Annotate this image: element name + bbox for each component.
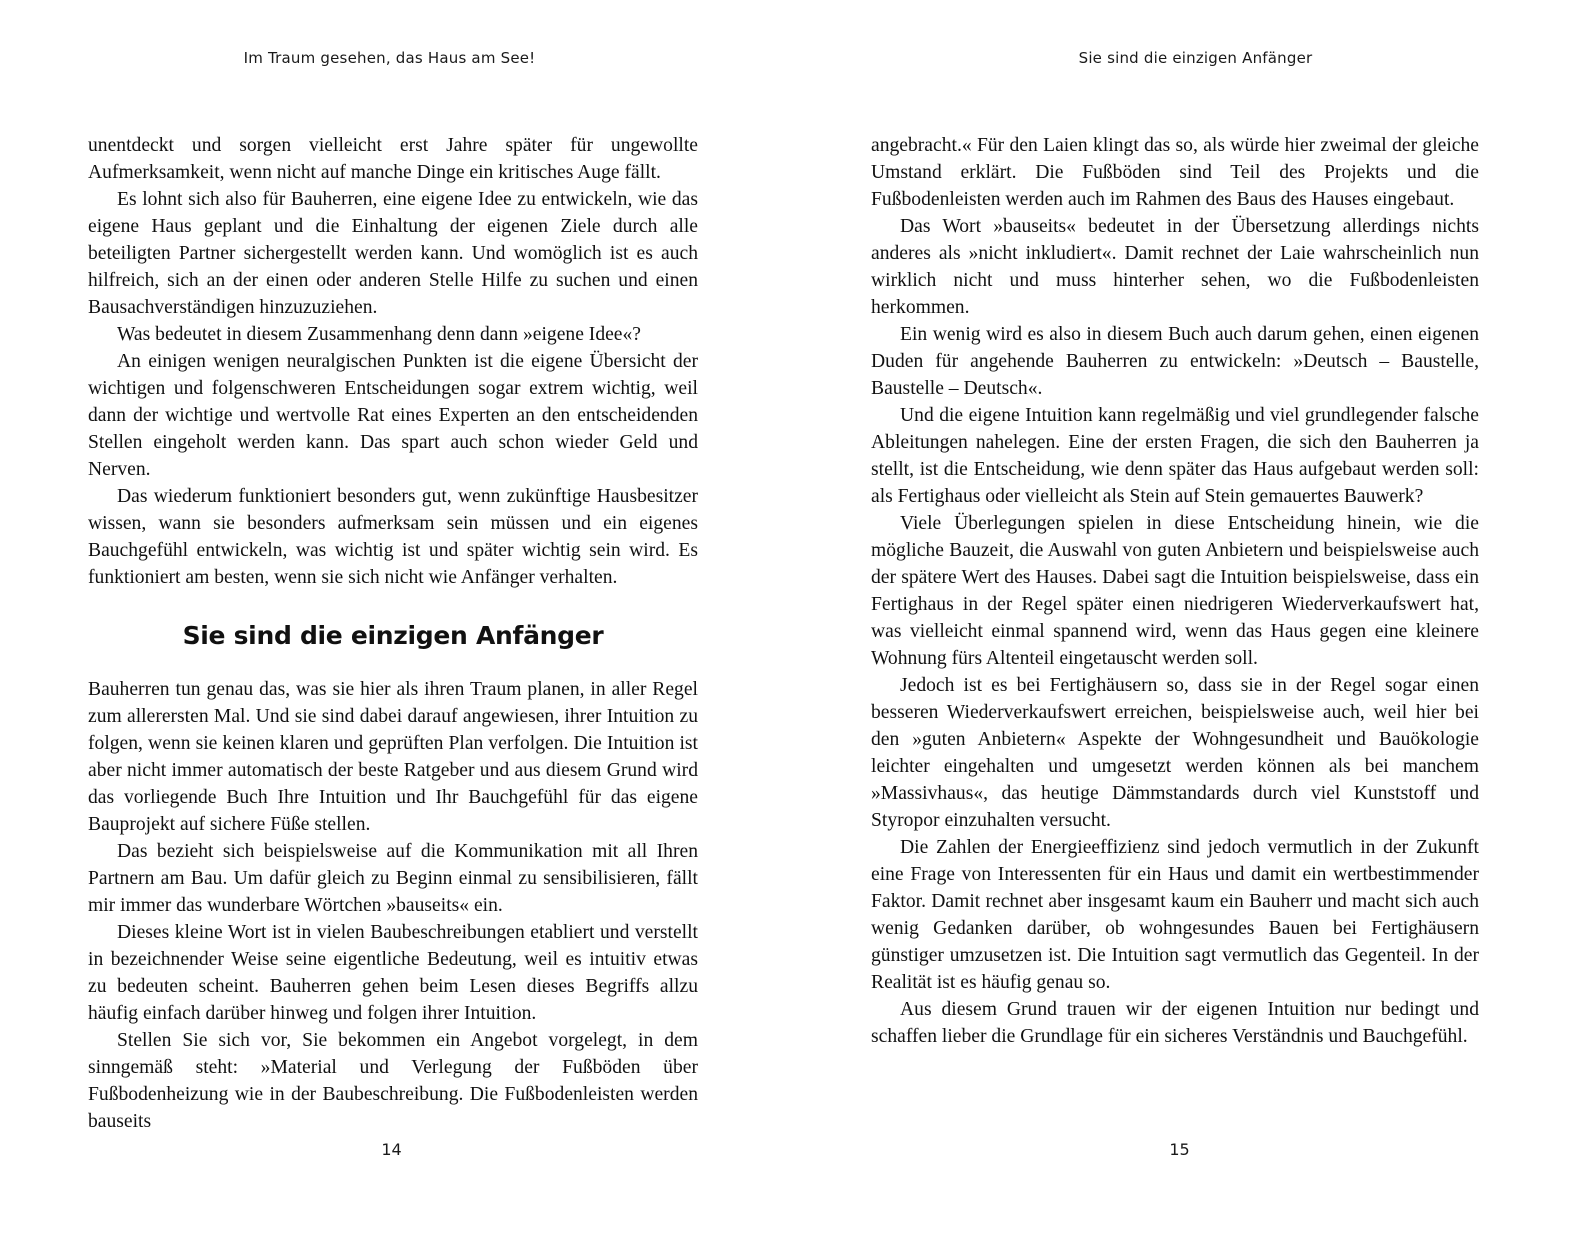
paragraph: unentdeckt und sorgen vielleicht erst Jahre später für ungewollte Aufmerksamkeit, wenn nicht auf manche Dinge ein kritisches Auge fällt.: [88, 135, 698, 183]
paragraph: An einigen wenigen neuralgischen Punkten ist die eigene Übersicht der wichtigen und folgenschweren Entscheidungen sogar extrem wichtig, weil dann der wichtige und wertvolle Rat eines Experten an den entscheidenden Stellen eingeholt werden kann. Das spart auch schon wieder Geld und Nerven.: [88, 351, 698, 480]
paragraph: Das bezieht sich beispielsweise auf die Kommunikation mit all Ihren Partnern am Bau. Um dafür gleich zu Beginn einmal zu sensibilisieren, fällt mir immer das wunderbare Wörtchen »bauseits« ein.: [88, 841, 698, 916]
body-text: [88, 132, 698, 1135]
paragraph: Bauherren tun genau das, was sie hier als ihren Traum planen, in aller Regel zum allerersten Mal. Und sie sind dabei darauf angewiesen, ihrer Intuition zu folgen, wenn sie keinen klaren und geprüften Plan verfolgen. Die Intuition ist aber nicht immer automatisch der beste Ratgeber und aus diesem Grund wird das vorliegende Buch Ihre Intuition und Ihr Bauchgefühl für das eigene Bauprojekt auf sichere Füße stellen.: [88, 679, 698, 835]
paragraph: Ein wenig wird es also in diesem Buch auch darum gehen, einen eigenen Duden für angehende Bauherren zu entwickeln: »Deutsch – Baustelle, Baustelle – Deutsch«.: [871, 324, 1479, 399]
paragraph: Und die eigene Intuition kann regelmäßig und viel grundlegender falsche Ableitungen nahelegen. Eine der ersten Fragen, die sich den Bauherren ja stellt, ist die Entscheidung, wie denn später das Haus aufgebaut werden soll: als Fertighaus oder vielleicht als Stein auf Stein gemauertes Bauwerk?: [871, 405, 1479, 507]
paragraph: Dieses kleine Wort ist in vielen Baubeschreibungen etabliert und verstellt in bezeichnender Weise seine eigentliche Bedeutung, weil es intuitiv etwas zu bedeuten scheint. Bauherren gehen beim Lesen dieses Begriffs allzu häufig einfach darüber hinweg und folgen ihrer Intuition.: [88, 922, 698, 1024]
paragraph: Stellen Sie sich vor, Sie bekommen ein Angebot vorgelegt, in dem sinngemäß steht: »Material und Verlegung der Fußböden über Fußbodenheizung wie in der Baubeschreibung. Die Fußbodenleisten werden bauseits: [88, 1030, 698, 1132]
page-number: 15: [1169, 1140, 1190, 1159]
paragraph: angebracht.« Für den Laien klingt das so, als würde hier zweimal der gleiche Umstand erklärt. Die Fußböden sind Teil des Projekts und die Fußbodenleisten werden auch im Rahmen des Baus des Hauses eingebaut.: [871, 135, 1479, 210]
section-heading: Sie sind die einzigen Anfänger: [182, 621, 604, 650]
paragraph: Das wiederum funktioniert besonders gut, wenn zukünftige Hausbesitzer wissen, wann sie besonders aufmerksam sein müssen und ein eigenes Bauchgefühl entwickeln, was wichtig ist und später wichtig sein wird. Es funktioniert am besten, wenn sie sich nicht wie Anfänger verhalten.: [88, 486, 698, 588]
body-text: [871, 132, 1479, 1050]
right-page: [797, 0, 1594, 1240]
paragraph: Aus diesem Grund trauen wir der eigenen Intuition nur bedingt und schaffen lieber die Grundlage für ein sicheres Verständnis und Bauchgefühl.: [871, 999, 1479, 1047]
paragraph: Viele Überlegungen spielen in diese Entscheidung hinein, wie die mögliche Bauzeit, die Auswahl von guten Anbietern und beispielsweise auch der spätere Wert des Hauses. Dabei sagt die Intuition beispielsweise, dass ein Fertighaus in der Regel später einen niedrigeren Wiederverkaufswert hat, was vielleicht einmal spannend wird, wenn das Haus gegen eine kleinere Wohnung fürs Altenteil eingetauscht werden soll.: [871, 513, 1479, 669]
paragraph: Jedoch ist es bei Fertighäusern so, dass sie in der Regel sogar einen besseren Wiederverkaufswert erreichen, beispielsweise auch, weil hier bei den »guten Anbietern« Aspekte der Wohngesundheit und Bauökologie leichter eingehalten und umgesetzt werden können als bei manchem »Massivhaus«, das heutige Dämmstandards durch viel Kunststoff und Styropor einzuhalten versucht.: [871, 675, 1479, 831]
running-head: Im Traum gesehen, das Haus am See!: [243, 49, 536, 67]
paragraph: Was bedeutet in diesem Zusammenhang denn dann »eigene Idee«?: [117, 324, 641, 345]
running-head: Sie sind die einzigen Anfänger: [1078, 49, 1313, 67]
paragraph: Es lohnt sich also für Bauherren, eine eigene Idee zu entwickeln, wie das eigene Haus geplant und die Einhaltung der eigenen Ziele durch alle beteiligten Partner sichergestellt werden kann. Und womöglich ist es auch hilfreich, sich an der einen oder anderen Stelle Hilfe zu suchen und einen Bausachverständigen hinzuzuziehen.: [88, 189, 698, 318]
paragraph: Das Wort »bauseits« bedeutet in der Übersetzung allerdings nichts anderes als »nicht inkludiert«. Damit rechnet der Laie wahrscheinlich nun wirklich nicht und muss hinterher sehen, wo die Fußbodenleisten herkommen.: [871, 216, 1479, 318]
paragraph: Die Zahlen der Energieeffizienz sind jedoch vermutlich in der Zukunft eine Frage von Interessenten für ein Haus und damit ein wertbestimmender Faktor. Damit rechnet aber insgesamt kaum ein Bauherr und macht sich auch wenig Gedanken darüber, ob wohngesundes Bauen bei Fertighäusern günstiger umzusetzen ist. Die Intuition sagt vermutlich das Gegenteil. In der Realität ist es häufig genau so.: [871, 837, 1479, 993]
page-number: 14: [381, 1140, 402, 1159]
